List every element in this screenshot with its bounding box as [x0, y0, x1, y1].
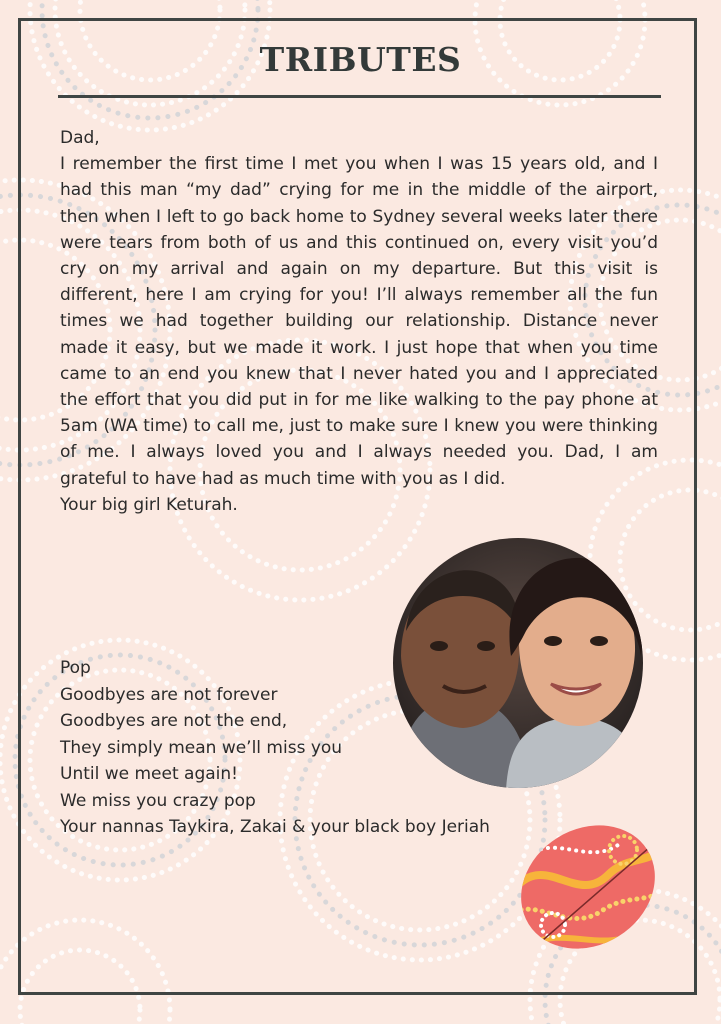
poem-line: Goodbyes are not forever [60, 684, 278, 705]
letter-salutation: Dad, [60, 128, 100, 148]
poem-line: Goodbyes are not the end, [60, 711, 288, 731]
aboriginal-dot-art-egg-icon [508, 815, 668, 960]
circular-family-photo [391, 536, 645, 790]
title-divider [58, 95, 661, 98]
tribute-letter [60, 125, 658, 518]
letter-signature: Your big girl Keturah. [60, 494, 238, 515]
letter-body: I remember the first time I met you when I was 15 years old, and I had this man “my dad” crying for me in the middle of the airport, then when I left to go back home to Sydney several weeks later there were tears from both of us and this continued on, every visit you’d cry on my arrival and again on my departure. But this visit is different, here I am crying for you! I’ll always remember all the fun times we had together building our relationship. Distance never made it easy, but we made it work. I just hope that when you time came to an end you knew that I never hated you and I appreciated the effort that you did put in for me like walking to the pay phone at 5am (WA time) to call me, just to make sure I knew you were thinking of me. I always loved you and I always needed you. Dad, I am grateful to have had as much time with you as I did. [60, 154, 658, 489]
poem-line: We miss you crazy pop [60, 790, 256, 811]
page-title: TRIBUTES [259, 40, 462, 79]
poem-line: Pop [60, 658, 91, 678]
poem-signature: Your nannas Taykira, Zakai & your black boy Jeriah [60, 817, 490, 837]
poem-line: They simply mean we’ll miss you [60, 737, 343, 758]
poem-line: Until we meet again! [60, 764, 238, 784]
